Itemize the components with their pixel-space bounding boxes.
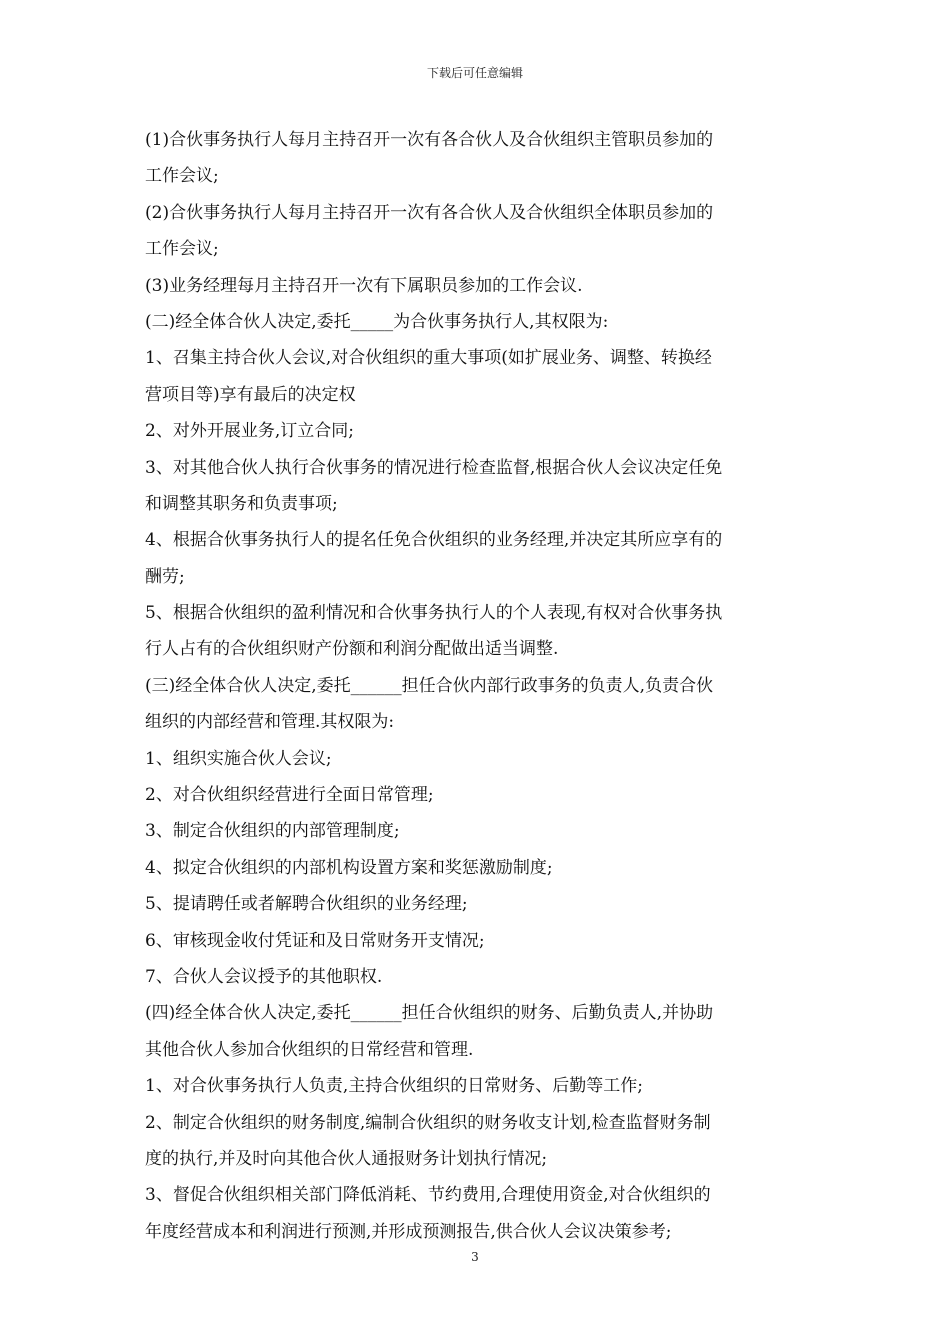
text-line: 3、制定合伙组织的内部管理制度; xyxy=(145,821,400,842)
text-line: 3、督促合伙组织相关部门降低消耗、节约费用,合理使用资金,对合伙组织的 xyxy=(145,1185,711,1206)
text-line: 和调整其职务和负责事项; xyxy=(145,493,338,514)
text-line: 营项目等)享有最后的决定权 xyxy=(145,384,356,405)
text-line: 行人占有的合伙组织财产份额和利润分配做出适当调整. xyxy=(145,639,559,660)
document-body xyxy=(145,122,810,1250)
text-line: 组织的内部经营和管理.其权限为: xyxy=(145,712,395,733)
text-line: 5、提请聘任或者解聘合伙组织的业务经理; xyxy=(145,894,468,915)
text-line: 度的执行,并及时向其他合伙人通报财务计划执行情况; xyxy=(145,1148,548,1169)
text-line: 3、对其他合伙人执行合伙事务的情况进行检查监督,根据合伙人会议决定任免 xyxy=(145,457,723,478)
text-line: 酬劳; xyxy=(145,566,185,587)
text-line: 5、根据合伙组织的盈利情况和合伙事务执行人的个人表现,有权对合伙事务执 xyxy=(145,603,723,624)
text-line: (二)经全体合伙人决定,委托_____为合伙事务执行人,其权限为: xyxy=(145,311,609,332)
text-line: 6、审核现金收付凭证和及日常财务开支情况; xyxy=(145,930,485,951)
text-line: 2、对外开展业务,订立合同; xyxy=(145,421,354,442)
text-line: 年度经营成本和利润进行预测,并形成预测报告,供合伙人会议决策参考; xyxy=(145,1221,672,1242)
text-line: 4、拟定合伙组织的内部机构设置方案和奖惩激励制度; xyxy=(145,857,553,878)
text-line: 4、根据合伙事务执行人的提名任免合伙组织的业务经理,并决定其所应享有的 xyxy=(145,530,723,551)
text-line: 工作会议; xyxy=(145,239,219,260)
page-header: 下载后可任意编辑 xyxy=(426,66,523,80)
text-line: (三)经全体合伙人决定,委托______担任合伙内部行政事务的负责人,负责合伙 xyxy=(145,675,714,696)
text-line: 2、对合伙组织经营进行全面日常管理; xyxy=(145,785,434,806)
text-line: (3)业务经理每月主持召开一次有下属职员参加的工作会议. xyxy=(145,275,583,296)
text-line: 其他合伙人参加合伙组织的日常经营和管理. xyxy=(145,1039,474,1060)
text-line: 1、召集主持合伙人会议,对合伙组织的重大事项(如扩展业务、调整、转换经 xyxy=(145,348,712,369)
text-line: 7、合伙人会议授予的其他职权. xyxy=(145,966,383,987)
text-line: (四)经全体合伙人决定,委托______担任合伙组织的财务、后勤负责人,并协助 xyxy=(145,1003,714,1024)
text-line: 2、制定合伙组织的财务制度,编制合伙组织的财务收支计划,检查监督财务制 xyxy=(145,1112,711,1133)
text-line: (2)合伙事务执行人每月主持召开一次有各合伙人及合伙组织全体职员参加的 xyxy=(145,202,714,223)
text-line: 1、对合伙事务执行人负责,主持合伙组织的日常财务、后勤等工作; xyxy=(145,1076,643,1097)
text-line: 工作会议; xyxy=(145,166,219,187)
text-line: 1、组织实施合伙人会议; xyxy=(145,748,332,769)
text-line: (1)合伙事务执行人每月主持召开一次有各合伙人及合伙组织主管职员参加的 xyxy=(145,130,714,150)
page-number: 3 xyxy=(471,1250,479,1264)
